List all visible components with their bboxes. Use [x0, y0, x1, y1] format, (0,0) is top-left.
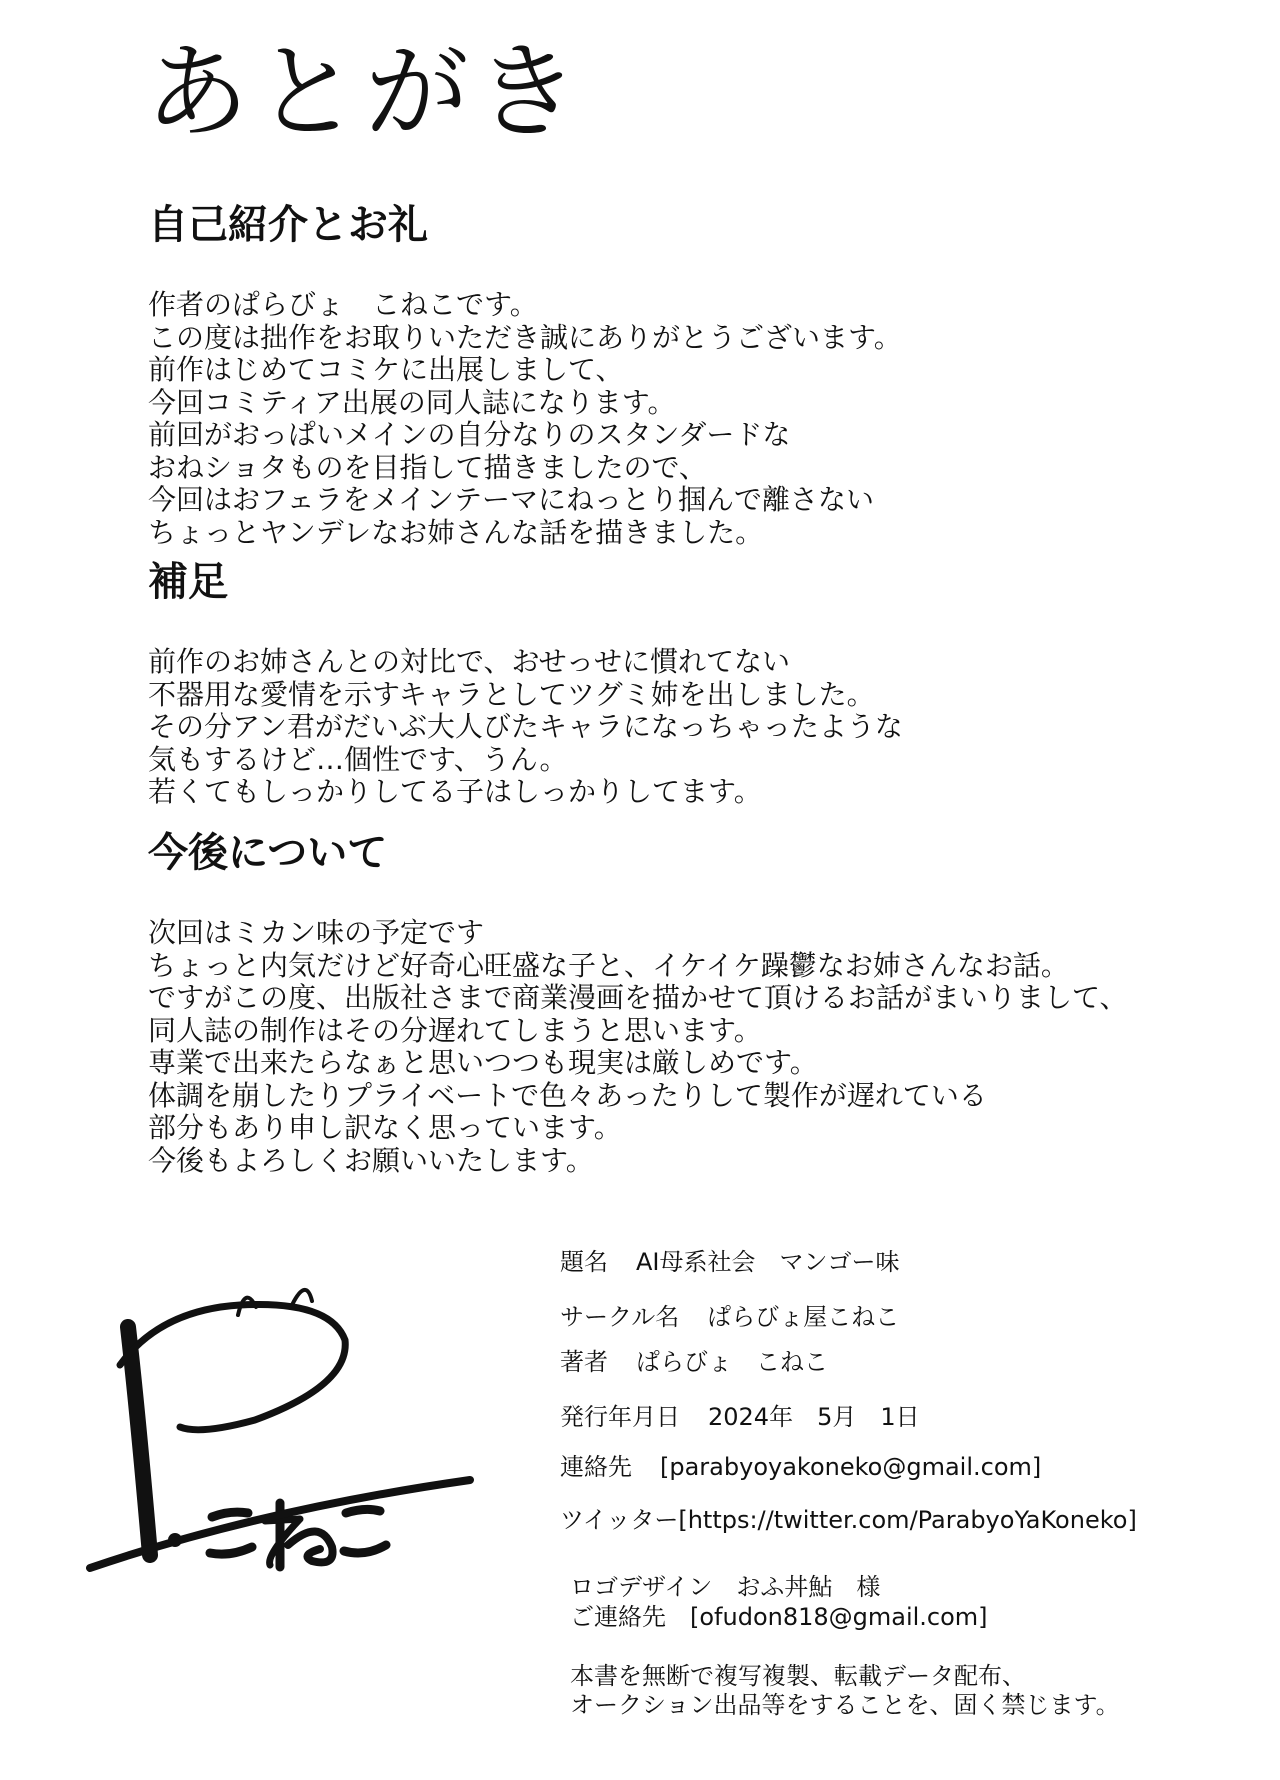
logo-credit	[570, 1572, 1250, 1632]
colophon-date-label: 発行年月日	[560, 1403, 680, 1431]
colophon-author-value: ぱらびょ こねこ	[636, 1348, 828, 1376]
body-line: その分アン君がだいぶ大人びたキャラになっちゃったような	[148, 710, 903, 743]
section-body	[148, 289, 1228, 549]
section-body	[148, 917, 1228, 1177]
body-line: この度は拙作をお取りいただき誠にありがとうございます。	[148, 320, 902, 354]
body-line: 前作はじめてコミケに出展しまして、	[148, 353, 624, 386]
logo-designer-contact[interactable]: ご連絡先 [ofudon818@gmail.com]	[570, 1603, 988, 1631]
colophon-title-label: 題名	[560, 1248, 608, 1276]
body-line: 若くてもしっかりしてる子はしっかりしてます。	[148, 775, 762, 808]
body-line: ですがこの度、出版社さまで商業漫画を描かせて頂けるお話がまいりまして、	[148, 981, 1128, 1014]
colophon-title-row	[560, 1250, 900, 1274]
colophon-circle-label: サークル名	[560, 1303, 680, 1331]
body-line: 専業で出来たらなぁと思いつつも現実は厳しめです。	[148, 1046, 818, 1079]
body-line: 同人誌の制作はその分遅れてしまうと思います。	[148, 1013, 762, 1047]
colophon-author-row	[560, 1350, 828, 1374]
signature-logo	[80, 1255, 540, 1575]
colophon-contact-row	[560, 1455, 1041, 1479]
colophon-circle-value: ぱらびょ屋こねこ	[707, 1303, 900, 1331]
logo-design-credit: ロゴデザイン おふ丼鮎 様	[570, 1573, 881, 1601]
colophon-twitter-link[interactable]: [https://twitter.com/ParabyoYaKoneko]	[678, 1506, 1137, 1534]
body-line: 不器用な愛情を示すキャラとしてツグミ姉を出しました。	[148, 677, 875, 711]
copyright-notice	[570, 1662, 1260, 1720]
section-heading: 自己紹介とお礼	[148, 202, 428, 248]
colophon-date-row	[560, 1405, 920, 1429]
body-line: 今回はおフェラをメインテーマにねっとり掴んで離さない	[148, 483, 875, 516]
body-line: おねショタものを目指して描きましたので、	[148, 450, 707, 484]
colophon-contact-label: 連絡先	[560, 1453, 632, 1481]
section-introduction	[148, 202, 1228, 549]
colophon-contact-email[interactable]: [parabyoyakoneko@gmail.com]	[660, 1453, 1042, 1481]
body-line: 前作のお姉さんとの対比で、おせっせに慣れてない	[148, 645, 791, 678]
colophon-twitter-row	[560, 1508, 1137, 1532]
body-line: 次回はミカン味の予定です	[148, 916, 485, 949]
body-line: 今回コミティア出展の同人誌になります。	[148, 385, 676, 419]
body-line: ちょっとヤンデレなお姉さんな話を描きました。	[148, 515, 764, 549]
body-line: 作者のぱらびょ こねこです。	[148, 288, 538, 321]
section-body	[148, 646, 1228, 809]
body-line: 今後もよろしくお願いいたします。	[148, 1143, 594, 1177]
section-heading: 補足	[148, 559, 228, 605]
section-supplement	[148, 559, 1228, 809]
colophon-twitter-label: ツイッター	[560, 1506, 679, 1534]
body-line: 部分もあり申し訳なく思っています。	[148, 1111, 622, 1144]
colophon-date-value: 2024年 5月 1日	[708, 1403, 920, 1431]
section-heading: 今後について	[148, 830, 388, 876]
notice-line: オークション出品等をすることを、固く禁じます。	[570, 1691, 1120, 1719]
body-line: ちょっと内気だけど好奇心旺盛な子と、イケイケ躁鬱なお姉さんなお話。	[148, 948, 1069, 982]
colophon-author-label: 著者	[560, 1348, 608, 1376]
page-title: あとがき	[145, 31, 586, 153]
section-future	[148, 830, 1228, 1177]
body-line: 体調を崩したりプライベートで色々あったりして製作が遅れている	[148, 1078, 987, 1112]
body-line: 気もするけど…個性です、うん。	[148, 742, 568, 776]
body-line: 前回がおっぱいメインの自分なりのスタンダードな	[148, 418, 791, 451]
notice-line: 本書を無断で複写複製、転載データ配布、	[570, 1662, 1026, 1690]
colophon-circle-row	[560, 1305, 899, 1329]
colophon-title-value: AI母系社会 マンゴー味	[636, 1248, 900, 1276]
